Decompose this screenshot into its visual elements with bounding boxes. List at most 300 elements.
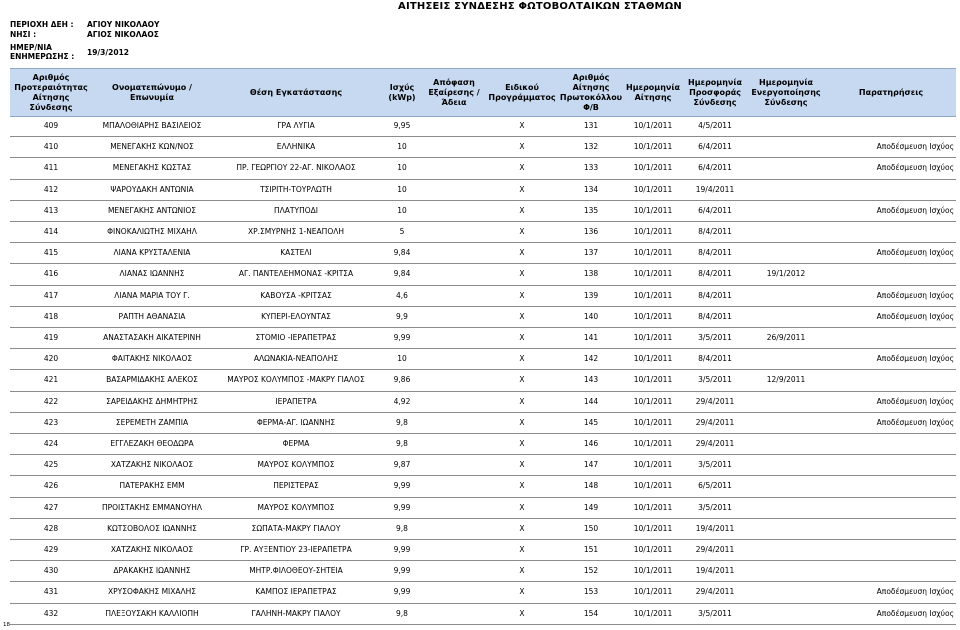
table-row <box>10 136 956 158</box>
cell-program: Χ <box>519 502 525 512</box>
cell-protocol: 151 <box>583 545 599 554</box>
cell-power: 9,8 <box>396 608 408 618</box>
cell-activation-date <box>746 412 826 433</box>
table-row <box>10 285 956 307</box>
cell-remarks <box>826 518 954 539</box>
cell-activation-date <box>746 560 826 581</box>
cell-exemption <box>424 285 484 306</box>
cell-location: ΣΤΟΜΙΟ -ΙΕΡΑΠΕΤΡΑΣ <box>255 333 337 342</box>
cell-location: ΓΡ. ΑΥΞΕΝΤΙΟΥ 23-ΙΕΡΑΠΕΤΡΑ <box>240 545 352 554</box>
cell-name: ΣΕΡΕΜΕΤΗ ΖΑΜΠΙΑ <box>115 417 189 427</box>
cell-remarks: Αποδέσμευση Ισχύος <box>876 142 954 152</box>
cell-exemption <box>424 539 484 560</box>
cell-name: ΨΑΡΟΥΔΑΚΗ ΑΝΤΩΝΙΑ <box>110 184 194 194</box>
cell-power: 9,95 <box>393 121 411 130</box>
table-row <box>10 518 956 540</box>
cell-name: ΑΝΑΣΤΑΣΑΚΗ ΑΙΚΑΤΕΡΙΝΗ <box>103 333 201 342</box>
cell-offer-date: 3/5/2011 <box>698 333 732 342</box>
header-line: Πρωτοκόλλου <box>559 92 623 102</box>
cell-offer-date: 3/5/2011 <box>698 375 732 385</box>
cell-application-date: 10/1/2011 <box>633 227 673 236</box>
cell-program: Χ <box>519 566 525 576</box>
cell-power: 9,8 <box>396 439 408 448</box>
cell-location: ΜΑΥΡΟΣ ΚΟΛΥΜΠΟΣ <box>257 502 335 512</box>
cell-application-date: 10/1/2011 <box>633 396 673 406</box>
cell-protocol: 146 <box>583 439 599 448</box>
cell-exemption <box>424 560 484 581</box>
cell-activation-date <box>746 581 826 602</box>
cell-exemption <box>424 391 484 412</box>
cell-protocol: 135 <box>583 205 599 215</box>
cell-exemption <box>424 179 484 200</box>
cell-protocol: 152 <box>583 566 599 576</box>
cell-name: ΛΙΑΝΑ ΚΡΥΣΤΑΛΕΝΙΑ <box>113 248 191 258</box>
cell-remarks <box>826 263 954 284</box>
cell-location: ΑΛΩΝΑΚΙΑ-ΝΕΑΠΟΛΗΣ <box>253 354 339 364</box>
cell-application-date: 10/1/2011 <box>633 566 673 576</box>
cell-protocol: 142 <box>583 354 599 364</box>
header-line: Ημερομηνία <box>688 77 742 87</box>
header-line: Απόφαση <box>433 77 475 87</box>
cell-location: ΜΑΥΡΟΣ ΚΟΛΥΜΠΟΣ <box>257 460 335 470</box>
header-remarks <box>826 69 956 116</box>
cell-remarks <box>826 497 954 518</box>
cell-priority-number: 427 <box>43 502 59 512</box>
cell-protocol: 137 <box>583 248 599 258</box>
cell-remarks <box>826 454 954 475</box>
cell-offer-date: 8/4/2011 <box>698 311 732 321</box>
cell-power: 9,99 <box>393 587 411 597</box>
cell-offer-date: 3/5/2011 <box>698 608 732 618</box>
cell-exemption <box>424 497 484 518</box>
cell-name: ΠΡΟΙΣΤΑΚΗΣ ΕΜΜΑΝΟΥΗΛ <box>101 502 203 512</box>
cell-location: ΚΑΣΤΕΛΙ <box>280 248 312 258</box>
cell-power: 9,99 <box>393 502 411 512</box>
cell-activation-date <box>746 348 826 369</box>
header-line: Αριθμός <box>32 72 70 82</box>
cell-name: ΜΕΝΕΓΑΚΗΣ ΚΩΣΤΑΣ <box>112 163 192 173</box>
cell-activation-date <box>746 497 826 518</box>
cell-power: 9,9 <box>396 311 408 321</box>
cell-program: Χ <box>519 375 525 385</box>
cell-activation-date: 12/9/2011 <box>766 375 806 385</box>
cell-name: ΔΡΑΚΑΚΗΣ ΙΩΑΝΝΗΣ <box>113 566 191 576</box>
cell-remarks <box>826 539 954 560</box>
cell-priority-number: 414 <box>43 227 59 236</box>
cell-offer-date: 3/5/2011 <box>698 502 732 512</box>
cell-program: Χ <box>519 545 525 554</box>
header-line: Σύνδεσης <box>764 97 808 107</box>
cell-activation-date: 19/1/2012 <box>766 269 806 279</box>
cell-power: 4,92 <box>393 396 411 406</box>
cell-application-date: 10/1/2011 <box>633 502 673 512</box>
cell-program: Χ <box>519 481 525 491</box>
cell-application-date: 10/1/2011 <box>633 354 673 364</box>
cell-protocol: 149 <box>583 502 599 512</box>
cell-application-date: 10/1/2011 <box>633 545 673 554</box>
cell-application-date: 10/1/2011 <box>633 269 673 279</box>
table-row <box>10 157 956 179</box>
cell-protocol: 138 <box>583 269 599 279</box>
cell-power: 9,84 <box>393 269 411 279</box>
cell-application-date: 10/1/2011 <box>633 587 673 597</box>
island-value: ΑΓΙΟΣ ΝΙΚΟΛΑΟΣ <box>87 30 159 39</box>
header-location <box>212 69 380 116</box>
table-row <box>10 348 956 370</box>
cell-offer-date: 29/4/2011 <box>695 545 735 554</box>
cell-exemption <box>424 518 484 539</box>
cell-protocol: 132 <box>583 142 599 152</box>
table-row <box>10 115 956 137</box>
cell-application-date: 10/1/2011 <box>633 184 673 194</box>
cell-power: 9,8 <box>396 523 408 533</box>
cell-offer-date: 6/4/2011 <box>698 163 732 173</box>
cell-program: Χ <box>519 333 525 342</box>
cell-program: Χ <box>519 460 525 470</box>
cell-name: ΦΙΝΟΚΑΛΙΩΤΗΣ ΜΙΧΑΗΛ <box>107 227 197 236</box>
cell-power: 5 <box>399 227 405 236</box>
cell-program: Χ <box>519 121 525 130</box>
table-row <box>10 433 956 455</box>
region-value: ΑΓΙΟΥ ΝΙΚΟΛΑΟΥ <box>87 20 160 29</box>
cell-offer-date: 29/4/2011 <box>695 396 735 406</box>
cell-remarks: Αποδέσμευση Ισχύος <box>876 163 954 173</box>
cell-location: ΠΛΑΤΥΠΟΔΙ <box>274 205 318 215</box>
cell-exemption <box>424 348 484 369</box>
cell-protocol: 143 <box>583 375 599 385</box>
header-line: Προτεραιότητας <box>14 82 88 92</box>
cell-program: Χ <box>519 205 525 215</box>
cell-location: ΦΕΡΜΑ-ΑΓ. ΙΩΑΝΝΗΣ <box>256 417 336 427</box>
cell-offer-date: 29/4/2011 <box>695 439 735 448</box>
cell-priority-number: 431 <box>43 587 59 597</box>
cell-program: Χ <box>519 248 525 258</box>
header-line: Προγράμματος <box>488 92 556 102</box>
cell-remarks <box>826 179 954 200</box>
cell-protocol: 153 <box>583 587 599 597</box>
cell-location: ΓΡΑ ΛΥΓΙΑ <box>277 121 315 130</box>
cell-priority-number: 424 <box>43 439 59 448</box>
cell-priority-number: 418 <box>43 311 59 321</box>
region-label: ΠΕΡΙΟΧΗ ΔΕΗ : <box>10 20 74 29</box>
cell-exemption <box>424 200 484 221</box>
cell-program: Χ <box>519 396 525 406</box>
cell-protocol: 131 <box>583 121 599 130</box>
table-header <box>10 68 956 117</box>
header-priority <box>10 69 92 116</box>
cell-application-date: 10/1/2011 <box>633 375 673 385</box>
island-label: ΝΗΣΙ : <box>10 30 37 39</box>
cell-name: ΜΕΝΕΓΑΚΗΣ ΑΝΤΩΝΙΟΣ <box>107 205 197 215</box>
cell-activation-date <box>746 242 826 263</box>
cell-application-date: 10/1/2011 <box>633 481 673 491</box>
cell-offer-date: 29/4/2011 <box>695 417 735 427</box>
header-line: Ημερομηνία <box>626 82 680 92</box>
table-row <box>10 242 956 264</box>
cell-protocol: 154 <box>583 608 599 618</box>
cell-power: 9,87 <box>393 460 411 470</box>
cell-power: 9,99 <box>393 481 411 491</box>
cell-name: ΧΡΥΣΟΦΑΚΗΣ ΜΙΧΑΛΗΣ <box>107 587 197 597</box>
header-line: Θέση Εγκατάστασης <box>249 87 343 97</box>
cell-offer-date: 8/4/2011 <box>698 269 732 279</box>
cell-name: ΜΕΝΕΓΑΚΗΣ ΚΩΝ/ΝΟΣ <box>110 142 194 152</box>
cell-name: ΠΑΤΕΡΑΚΗΣ ΕΜΜ <box>119 481 185 491</box>
cell-remarks <box>826 560 954 581</box>
cell-priority-number: 409 <box>43 121 59 130</box>
cell-application-date: 10/1/2011 <box>633 142 673 152</box>
cell-program: Χ <box>519 354 525 364</box>
cell-activation-date <box>746 306 826 327</box>
cell-location: ΑΓ. ΠΑΝΤΕΛΕΗΜΟΝΑΣ -ΚΡΙΤΣΑ <box>238 269 354 279</box>
cell-protocol: 140 <box>583 311 599 321</box>
cell-priority-number: 415 <box>43 248 59 258</box>
cell-exemption <box>424 433 484 454</box>
cell-exemption <box>424 581 484 602</box>
cell-power: 9,99 <box>393 566 411 576</box>
cell-activation-date <box>746 157 826 178</box>
cell-remarks <box>826 221 954 242</box>
cell-protocol: 136 <box>583 227 599 236</box>
cell-power: 9,86 <box>393 375 411 385</box>
table-row <box>10 200 956 222</box>
cell-priority-number: 412 <box>43 184 59 194</box>
cell-location: ΧΡ.ΣΜΥΡΝΗΣ 1-ΝΕΑΠΟΛΗ <box>247 227 344 236</box>
cell-power: 10 <box>397 354 407 364</box>
cell-location: ΜΗΤΡ.ΦΙΛΟΘΕΟΥ-ΣΗΤΕΙΑ <box>249 566 343 576</box>
cell-exemption <box>424 454 484 475</box>
cell-application-date: 10/1/2011 <box>633 608 673 618</box>
cell-power: 4,6 <box>396 290 408 300</box>
cell-remarks: Αποδέσμευση Ισχύος <box>876 311 954 321</box>
cell-activation-date <box>746 454 826 475</box>
cell-priority-number: 413 <box>43 205 59 215</box>
cell-offer-date: 8/4/2011 <box>698 248 732 258</box>
cell-activation-date <box>746 603 826 624</box>
date-label-line2: ΕΝΗΜΕΡΩΣΗΣ : <box>10 52 75 61</box>
cell-priority-number: 411 <box>43 163 59 173</box>
header-line: Παρατηρήσεις <box>858 87 924 97</box>
cell-offer-date: 6/4/2011 <box>698 142 732 152</box>
header-line: Ονοματεπώνυμο / Επωνυμία <box>112 82 192 102</box>
cell-application-date: 10/1/2011 <box>633 121 673 130</box>
cell-location: ΚΥΠΕΡΙ-ΕΛΟΥΝΤΑΣ <box>261 311 331 321</box>
cell-activation-date <box>746 221 826 242</box>
header-power <box>380 69 424 116</box>
cell-exemption <box>424 412 484 433</box>
cell-protocol: 133 <box>583 163 599 173</box>
table-row <box>10 560 956 582</box>
cell-program: Χ <box>519 269 525 279</box>
cell-offer-date: 19/4/2011 <box>695 566 735 576</box>
table-row <box>10 179 956 201</box>
cell-priority-number: 416 <box>43 269 59 279</box>
table-row <box>10 412 956 434</box>
cell-offer-date: 19/4/2011 <box>695 184 735 194</box>
cell-application-date: 10/1/2011 <box>633 460 673 470</box>
cell-program: Χ <box>519 417 525 427</box>
table-row <box>10 221 956 243</box>
cell-location: ΣΩΠΑΤΑ-ΜΑΚΡΥ ΓΙΑΛΟΥ <box>251 523 341 533</box>
cell-priority-number: 432 <box>43 608 59 618</box>
cell-remarks <box>826 433 954 454</box>
cell-protocol: 145 <box>583 417 599 427</box>
cell-offer-date: 8/4/2011 <box>698 354 732 364</box>
cell-protocol: 139 <box>583 290 599 300</box>
cell-offer-date: 8/4/2011 <box>698 227 732 236</box>
cell-location: ΚΑΜΠΟΣ ΙΕΡΑΠΕΤΡΑΣ <box>255 587 337 597</box>
header-line: Ημερομηνία <box>759 77 813 87</box>
cell-activation-date <box>746 539 826 560</box>
cell-activation-date: 26/9/2011 <box>766 333 806 342</box>
cell-location: ΠΡ. ΓΕΩΡΓΙΟΥ 22-ΑΓ. ΝΙΚΟΛΑΟΣ <box>236 163 356 173</box>
update-date-value: 19/3/2012 <box>87 48 130 57</box>
cell-priority-number: 429 <box>43 545 59 554</box>
cell-exemption <box>424 115 484 136</box>
cell-priority-number: 420 <box>43 354 59 364</box>
cell-name: ΛΙΑΝΑΣ ΙΩΑΝΝΗΣ <box>119 269 185 279</box>
cell-exemption <box>424 475 484 496</box>
cell-exemption <box>424 263 484 284</box>
header-line: Αριθμός <box>572 72 610 82</box>
header-line: Προσφοράς <box>689 87 741 97</box>
cell-power: 10 <box>397 163 407 173</box>
table-row <box>10 391 956 413</box>
cell-remarks: Αποδέσμευση Ισχύος <box>876 354 954 364</box>
cell-exemption <box>424 603 484 624</box>
cell-location: ΙΕΡΑΠΕΤΡΑ <box>275 396 317 406</box>
header-activation-date <box>746 69 826 116</box>
cell-application-date: 10/1/2011 <box>633 439 673 448</box>
table-row <box>10 497 956 519</box>
cell-name: ΧΑΤΖΑΚΗΣ ΝΙΚΟΛΑΟΣ <box>110 545 194 554</box>
cell-protocol: 144 <box>583 396 599 406</box>
cell-program: Χ <box>519 184 525 194</box>
header-line: Αίτησης <box>572 82 610 92</box>
cell-remarks: Αποδέσμευση Ισχύος <box>876 608 954 618</box>
cell-power: 10 <box>397 205 407 215</box>
cell-name: ΡΑΠΤΗ ΑΘΑΝΑΣΙΑ <box>118 311 186 321</box>
table-row <box>10 454 956 476</box>
header-program <box>484 69 560 116</box>
cell-priority-number: 421 <box>43 375 59 385</box>
cell-offer-date: 3/5/2011 <box>698 460 732 470</box>
header-application-date <box>622 69 684 116</box>
date-label-line1: ΗΜΕΡ/ΝΙΑ <box>10 43 52 52</box>
cell-activation-date <box>746 433 826 454</box>
cell-exemption <box>424 157 484 178</box>
cell-activation-date <box>746 115 826 136</box>
cell-location: ΠΕΡΙΣΤΕΡΑΣ <box>273 481 319 491</box>
cell-location: ΤΣΙΡΙΤΗ-ΤΟΥΡΛΩΤΗ <box>260 184 332 194</box>
cell-power: 9,99 <box>393 545 411 554</box>
cell-activation-date <box>746 391 826 412</box>
header-line: Φ/Β <box>583 102 599 112</box>
cell-remarks <box>826 369 954 390</box>
cell-activation-date <box>746 518 826 539</box>
cell-application-date: 10/1/2011 <box>633 417 673 427</box>
cell-power: 10 <box>397 142 407 152</box>
cell-application-date: 10/1/2011 <box>633 333 673 342</box>
header-protocol <box>560 69 622 116</box>
cell-name: ΣΑΡΕΙΔΑΚΗΣ ΔΗΜΗΤΡΗΣ <box>106 396 198 406</box>
cell-exemption <box>424 327 484 348</box>
cell-exemption <box>424 306 484 327</box>
cell-name: ΕΓΓΛΕΖΑΚΗ ΘΕΟΔΩΡΑ <box>110 439 194 448</box>
header-line: Άδεια <box>441 97 467 107</box>
cell-remarks <box>826 475 954 496</box>
cell-power: 9,99 <box>393 333 411 342</box>
cell-program: Χ <box>519 608 525 618</box>
cell-program: Χ <box>519 439 525 448</box>
cell-program: Χ <box>519 311 525 321</box>
cell-remarks: Αποδέσμευση Ισχύος <box>876 417 954 427</box>
cell-exemption <box>424 136 484 157</box>
cell-exemption <box>424 242 484 263</box>
table-row <box>10 539 956 561</box>
cell-application-date: 10/1/2011 <box>633 205 673 215</box>
table-row <box>10 581 956 603</box>
cell-program: Χ <box>519 227 525 236</box>
header-line: Εξαίρεσης / <box>428 87 480 97</box>
cell-protocol: 147 <box>583 460 599 470</box>
cell-protocol: 150 <box>583 523 599 533</box>
page-number: 18 <box>3 622 10 628</box>
table-row <box>10 306 956 328</box>
table-row <box>10 369 956 391</box>
cell-activation-date <box>746 285 826 306</box>
cell-offer-date: 8/4/2011 <box>698 290 732 300</box>
cell-name: ΜΠΑΛΟΘΙΑΡΗΣ ΒΑΣΙΛΕΙΟΣ <box>102 121 202 130</box>
table-row <box>10 603 956 625</box>
cell-program: Χ <box>519 523 525 533</box>
cell-activation-date <box>746 179 826 200</box>
cell-program: Χ <box>519 142 525 152</box>
cell-application-date: 10/1/2011 <box>633 163 673 173</box>
cell-power: 10 <box>397 184 407 194</box>
cell-priority-number: 422 <box>43 396 59 406</box>
cell-location: ΓΑΛΗΝΗ-ΜΑΚΡΥ ΓΙΑΛΟΥ <box>251 608 341 618</box>
cell-offer-date: 19/4/2011 <box>695 523 735 533</box>
cell-offer-date: 29/4/2011 <box>695 587 735 597</box>
cell-name: ΠΛΕΞΟΥΣΑΚΗ ΚΑΛΛΙΟΠΗ <box>105 608 199 618</box>
table-row <box>10 475 956 497</box>
cell-protocol: 148 <box>583 481 599 491</box>
cell-name: ΚΩΤΣΟΒΟΛΟΣ ΙΩΑΝΝΗΣ <box>107 523 197 533</box>
cell-program: Χ <box>519 587 525 597</box>
header-name <box>92 69 212 116</box>
cell-remarks: Αποδέσμευση Ισχύος <box>876 290 954 300</box>
cell-name: ΛΙΑΝΑ ΜΑΡΙΑ ΤΟΥ Γ. <box>114 290 190 300</box>
cell-application-date: 10/1/2011 <box>633 311 673 321</box>
cell-activation-date <box>746 136 826 157</box>
header-line: Αίτησης <box>634 92 672 102</box>
cell-remarks: Αποδέσμευση Ισχύος <box>876 248 954 258</box>
cell-exemption <box>424 221 484 242</box>
cell-priority-number: 410 <box>43 142 59 152</box>
header-offer-date <box>684 69 746 116</box>
cell-location: ΦΕΡΜΑ <box>282 439 310 448</box>
header-line: (kWp) <box>388 92 416 102</box>
cell-power: 9,84 <box>393 248 411 258</box>
header-line: Ισχύς <box>389 82 415 92</box>
cell-priority-number: 417 <box>43 290 59 300</box>
cell-program: Χ <box>519 163 525 173</box>
cell-remarks <box>826 115 954 136</box>
cell-power: 9,8 <box>396 417 408 427</box>
header-exemption <box>424 69 484 116</box>
cell-protocol: 134 <box>583 184 599 194</box>
